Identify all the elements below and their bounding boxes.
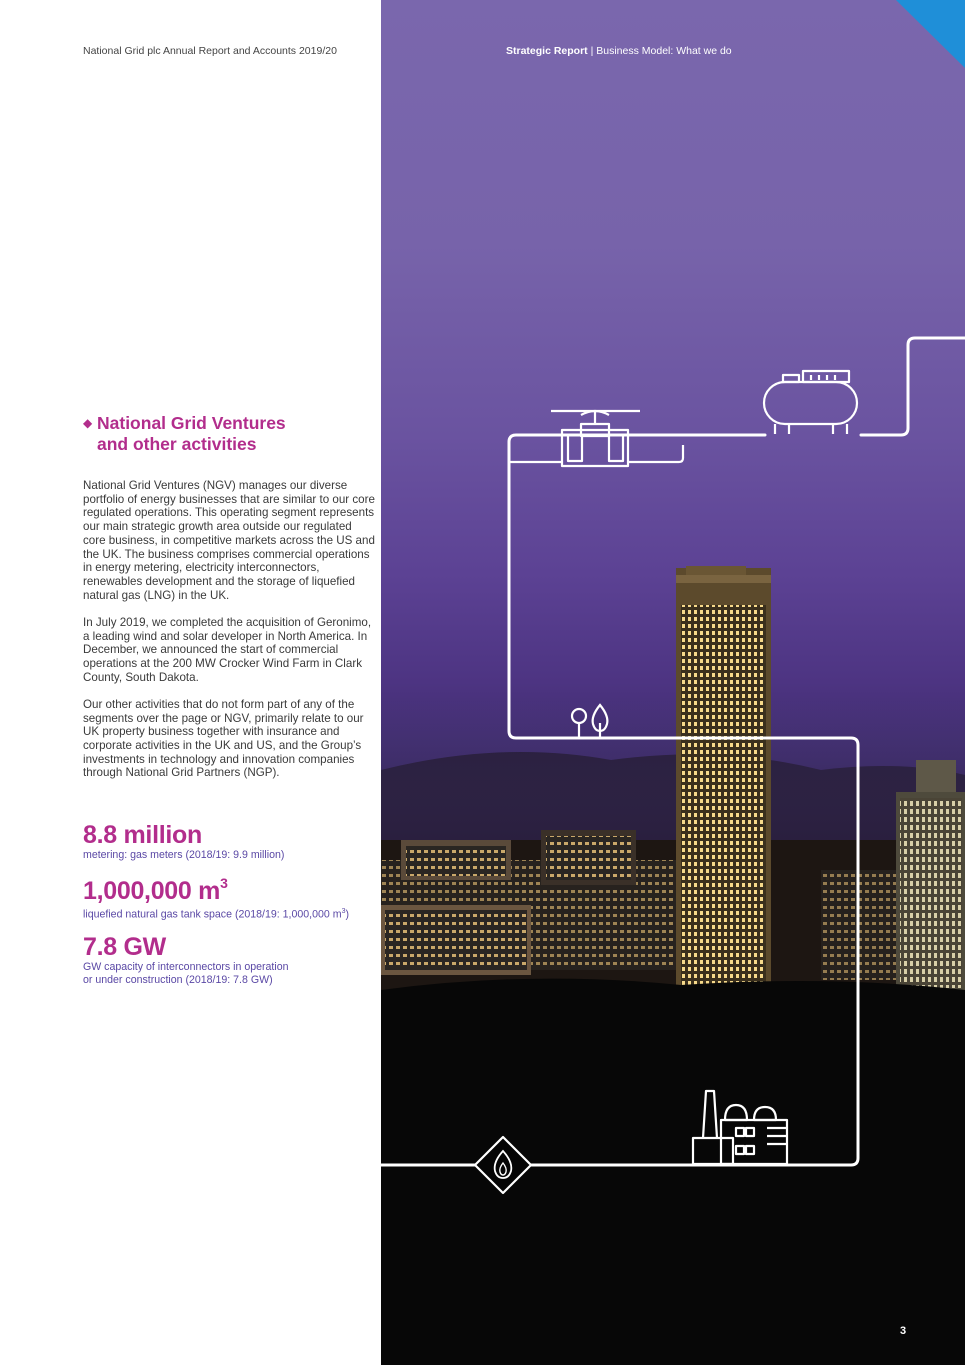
stat-description-end: ) [345,908,349,921]
city-night-photo [381,0,965,1365]
stat-value: 7.8 GW [83,933,166,961]
page-number: 3 [900,1325,907,1337]
skyline-illustration [381,0,965,1365]
line-to-tank [861,338,965,435]
section-heading-line1: National Grid Ventures [97,413,286,433]
stat-interconnectors [83,933,378,988]
stat-value-text: 1,000,000 m [83,877,221,905]
paragraph: National Grid Ventures (NGV) manages our diverse portfolio of energy businesses that are similar to our core regulated operations. This operating segment represents our main strategic growth area outside our regulated core business, in competitive markets across the US and the UK. The business comprises commercial operations in energy metering, electricity interconnectors, renewables development and the storage of liquefied natural gas (LNG) in the UK. [83,479,375,602]
stat-gas-meters [83,821,378,862]
report-title: National Grid plc Annual Report and Accounts 2019/20 [83,45,337,57]
text-column [0,0,381,1365]
stat-value-superscript: 3 [220,875,228,891]
paragraph: In July 2019, we completed the acquisition of Geronimo, a leading wind and solar developer in North America. In December, we announced the start of commercial operations at the 200 MW Crocker Wind Farm in Clark County, South Dakota. [83,615,372,684]
stat-description-superscript: 3 [341,908,346,915]
stat-description-line1: GW capacity of interconnectors in operation [83,961,289,973]
diamond-bullet-icon: ◆ [83,416,93,430]
section-header-sub: Business Model: What we do [596,45,732,57]
paragraph: Our other activities that do not form part of any of the segments over the page or NGV, primarily relate to our UK property business together with insurance and corporate activities in the UK and US, and the Group’s investments in technology and innovation companies through National Grid Partners (NGP). [83,697,364,780]
stat-description-text: liquefied natural gas tank space (2018/19: 1,000,000 m [83,908,342,921]
stat-description [83,905,378,922]
stat-value: 8.8 million [83,821,202,849]
section-header [506,45,732,57]
section-header-separator: | [587,45,597,57]
stat-value [83,877,378,905]
stat-lng-tank-space [83,877,378,922]
section-header-bold: Strategic Report [506,45,588,57]
body-text [83,479,375,794]
lng-tank-icon [764,371,857,434]
foreground-trees [381,979,965,1365]
corner-triangle [896,0,965,68]
stat-description-line2: or under construction (2018/19: 7.8 GW) [83,974,273,987]
section-heading-line2: and other activities [97,434,257,454]
stat-description: metering: gas meters (2018/19: 9.9 million) [83,849,285,861]
gas-valve-icon [509,411,683,466]
stat-description [83,961,378,988]
section-heading [83,413,373,455]
